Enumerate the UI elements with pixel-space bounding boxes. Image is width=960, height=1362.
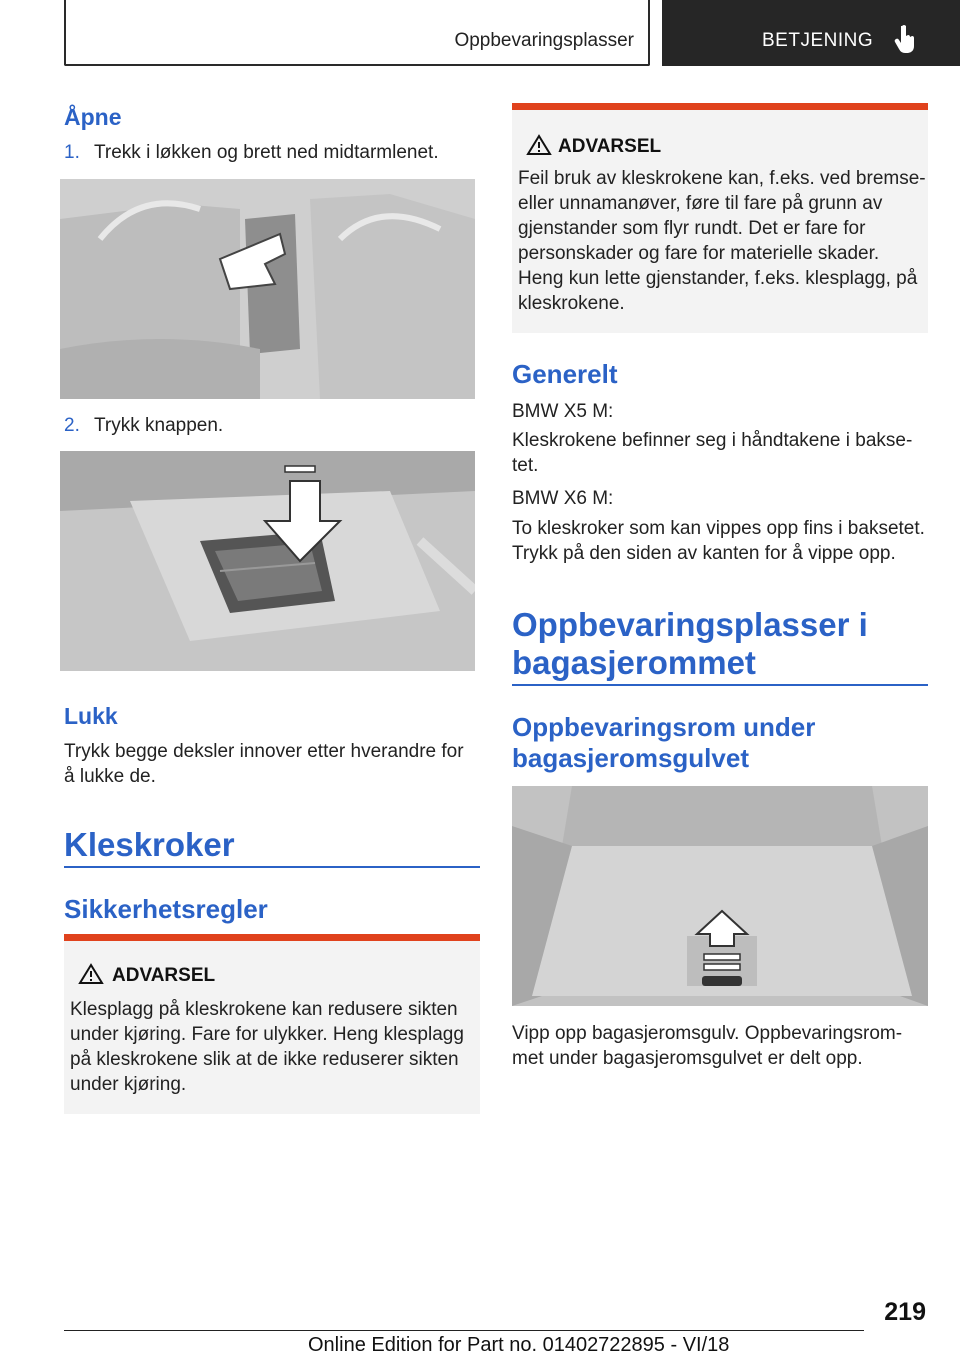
coat-hooks-rule bbox=[64, 866, 480, 868]
header-section-box bbox=[64, 0, 650, 66]
warning-2-text: Feil bruk av kleskrokene kan, f.eks. ved bremse- eller unnamanøver, føre til fare på grunn av gjenstander som flyr rundt. Det er fare for personskader og fare for materielle skader. Heng kun lette gjenstander, f.eks. klesplagg, på kleskrokene. bbox=[518, 168, 926, 314]
trunk-storage-heading: Oppbevaringsplasser i bagasjerommet bbox=[512, 606, 868, 681]
step-1-text: Trekk i løkken og brett ned midtarmlenet. bbox=[94, 142, 439, 163]
page-number: 219 bbox=[884, 1298, 926, 1326]
warning-1-text: Klesplagg på kleskrokene kan redusere sikten under kjøring. Fare for ulykker. Heng klesplagg på kleskrokene slik at de ikke reduserer sikten under kjøring. bbox=[70, 999, 464, 1095]
step-2-number: 2. bbox=[64, 415, 80, 436]
trunk-storage-rule bbox=[512, 684, 928, 686]
underfloor-text: Vipp opp bagasjeromsgulv. Oppbevaringsrom-met under bagasjeromsgulvet er delt opp. bbox=[512, 1023, 903, 1069]
trunk-floor-image bbox=[512, 786, 928, 1006]
warning-box-1 bbox=[64, 934, 480, 1114]
open-heading: Åpne bbox=[64, 104, 122, 130]
warning-triangle-icon bbox=[526, 134, 552, 156]
underfloor-heading: Oppbevaringsrom under bagasjeromsgulvet bbox=[512, 712, 816, 773]
header-chapter-box bbox=[662, 0, 960, 66]
warning-box-2 bbox=[512, 103, 928, 333]
safety-heading: Sikkerhetsregler bbox=[64, 894, 268, 924]
x6-label: BMW X6 M: bbox=[512, 488, 614, 509]
warning-triangle-icon bbox=[78, 963, 104, 985]
armrest-pull-loop-image bbox=[60, 179, 475, 399]
close-heading: Lukk bbox=[64, 703, 118, 729]
x5-label: BMW X5 M: bbox=[512, 401, 614, 422]
step-2-text: Trykk knappen. bbox=[94, 415, 224, 436]
header-section-title: Oppbevaringsplasser bbox=[454, 30, 634, 51]
armrest-button-image bbox=[60, 451, 475, 671]
step-2 bbox=[64, 413, 484, 438]
footer-rule bbox=[64, 1330, 864, 1331]
step-1-number: 1. bbox=[64, 142, 80, 163]
close-text: Trykk begge deksler innover etter hverandre for å lukke de. bbox=[64, 741, 464, 787]
warning-1-title: ADVARSEL bbox=[112, 965, 216, 986]
general-heading: Generelt bbox=[512, 359, 618, 389]
x6-text: To kleskroker som kan vippes opp fins i baksetet. Trykk på den siden av kanten for å vippe opp. bbox=[512, 518, 925, 564]
coat-hooks-heading: Kleskroker bbox=[64, 826, 235, 863]
warning-2-title: ADVARSEL bbox=[558, 136, 662, 157]
step-1 bbox=[64, 140, 484, 165]
x5-text: Kleskrokene befinner seg i håndtakene i bakse-tet. bbox=[512, 430, 913, 476]
edition-label: Online Edition for Part no. 01402722895 - VI/18 bbox=[308, 1334, 730, 1356]
header-chapter-title: BETJENING bbox=[762, 30, 874, 51]
hand-pointer-icon bbox=[894, 24, 916, 54]
